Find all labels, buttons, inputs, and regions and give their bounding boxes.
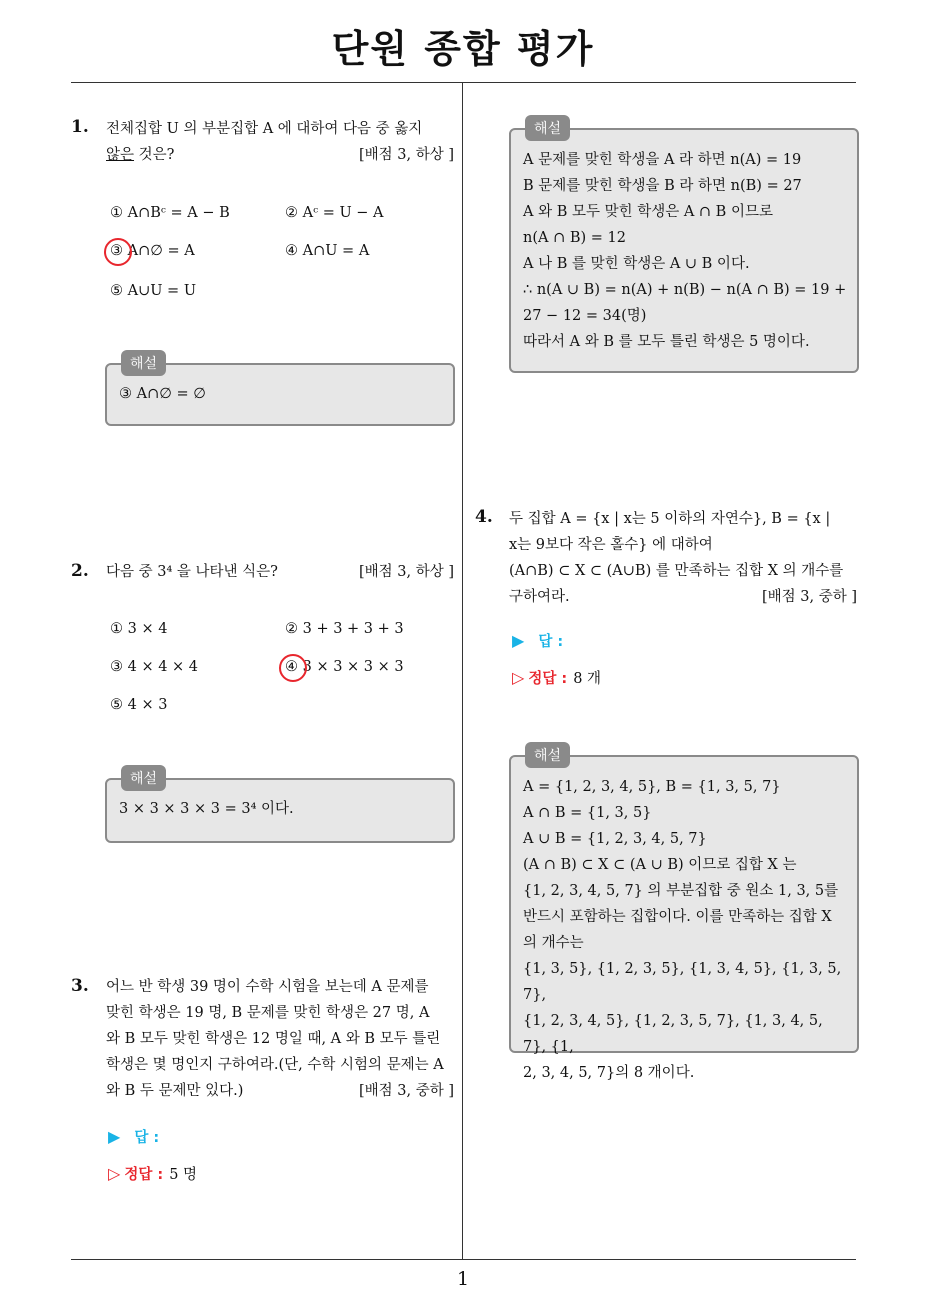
page-title: 단원 종합 평가	[331, 27, 595, 71]
q4-solution-line: A ∩ B = {1, 3, 5}	[523, 805, 652, 821]
q3-solution-line: 따라서 A 와 B 를 모두 틀린 학생은 5 명이다.	[523, 334, 810, 350]
q3-solution-box	[509, 121, 859, 373]
q4-solution-line: 2, 3, 4, 5, 7}의 8 개이다.	[523, 1065, 695, 1081]
triangle-outline-icon: ▷	[108, 1164, 121, 1183]
column-divider	[462, 83, 463, 1260]
question-4-line-last	[509, 584, 857, 610]
question-3-text	[106, 974, 454, 1104]
q3-solution-label: 해설	[525, 115, 570, 141]
q1-option-3[interactable]: ③ A∩∅ = A	[110, 243, 195, 259]
q3-solution-line: 27 − 12 = 34(명)	[523, 308, 647, 324]
q4-correct-value: 8 개	[573, 671, 602, 687]
q4-solution-line: 의 개수는	[523, 935, 584, 951]
q2-option-3[interactable]: ③ 4 × 4 × 4	[110, 659, 199, 675]
question-4-line: (A∩B) ⊂ X ⊂ (A∪B) 를 만족하는 집합 X 의 개수를	[509, 563, 844, 579]
question-3-line: 어느 반 학생 39 명이 수학 시험을 보는데 A 문제를	[106, 979, 429, 995]
question-4-line: 두 집합 A = {x | x는 5 이하의 자연수}, B = {x |	[509, 511, 831, 527]
question-1-score: [배점 3, 하상 ]	[358, 147, 454, 163]
page-number: 1	[456, 1268, 470, 1290]
question-4-score: [배점 3, 중하 ]	[761, 589, 857, 605]
question-1-line1: 전체집합 U 의 부분집합 A 에 대하여 다음 중 옳지	[106, 121, 423, 137]
q2-solution-label: 해설	[121, 765, 166, 791]
question-3-line: 맞힌 학생은 19 명, B 문제를 맞힌 학생은 27 명, A	[106, 1005, 430, 1021]
q3-answer-row[interactable]	[108, 1126, 159, 1147]
q3-correct-value: 5 명	[169, 1167, 198, 1183]
bottom-rule	[71, 1259, 856, 1260]
question-3-line-last	[106, 1078, 454, 1104]
question-1-number: 1.	[71, 117, 89, 137]
q4-solution-line: {1, 3, 5}, {1, 2, 3, 5}, {1, 3, 4, 5}, {1, 3, 5, 7},	[523, 961, 842, 1003]
question-2-text	[106, 559, 454, 585]
q2-option-5[interactable]: ⑤ 4 × 3	[110, 697, 168, 713]
triangle-outline-icon: ▷	[512, 668, 525, 687]
play-icon: ▶	[512, 631, 525, 650]
q3-answer-label: 답 :	[134, 1130, 160, 1146]
question-3-number: 3.	[71, 976, 89, 996]
q1-solution-label: 해설	[121, 350, 166, 376]
q3-solution-text	[523, 147, 847, 355]
q3-solution-line: B 문제를 맞힌 학생을 B 라 하면 n(B) = 27	[523, 178, 802, 194]
q4-solution-line: A = {1, 2, 3, 4, 5}, B = {1, 3, 5, 7}	[523, 779, 781, 795]
q2-solution-text: 3 × 3 × 3 × 3 = 3⁴ 이다.	[119, 801, 294, 817]
question-4-text	[509, 506, 857, 610]
q1-selected-circle	[104, 238, 132, 266]
q2-selected-circle	[279, 654, 307, 682]
q4-solution-line: {1, 2, 3, 4, 5}, {1, 2, 3, 5, 7}, {1, 3, 4, 5, 7}, {1,	[523, 1013, 823, 1055]
top-rule	[71, 82, 856, 83]
q2-option-2[interactable]: ② 3 + 3 + 3 + 3	[285, 621, 404, 637]
q3-solution-line: A 와 B 모두 맞힌 학생은 A ∩ B 이므로	[523, 204, 773, 220]
q2-solution-box	[105, 771, 455, 843]
q2-option-4[interactable]: ④ 3 × 3 × 3 × 3	[285, 659, 404, 675]
question-1-line2-rest: 것은?	[134, 147, 175, 163]
q4-answer-row[interactable]	[512, 630, 563, 651]
question-2-body: 다음 중 3⁴ 을 나타낸 식은?	[106, 564, 278, 580]
q3-correct-label: 정답 :	[124, 1167, 164, 1183]
q4-solution-line: A ∪ B = {1, 2, 3, 4, 5, 7}	[523, 831, 707, 847]
q4-solution-text	[523, 774, 849, 1086]
q1-option-4[interactable]: ④ A∩U = A	[285, 243, 370, 259]
q4-solution-label: 해설	[525, 742, 570, 768]
question-2-number: 2.	[71, 561, 89, 581]
q1-option-5[interactable]: ⑤ A∪U = U	[110, 283, 197, 299]
play-icon: ▶	[108, 1127, 121, 1146]
q4-solution-line: {1, 2, 3, 4, 5, 7} 의 부분집합 중 원소 1, 3, 5를	[523, 883, 839, 899]
question-3-line: 와 B 두 문제만 있다.)	[106, 1083, 244, 1099]
q1-option-1[interactable]: ① A∩Bᶜ = A − B	[110, 205, 230, 221]
q4-correct-label: 정답 :	[528, 671, 568, 687]
question-2-score: [배점 3, 하상 ]	[358, 564, 454, 580]
q3-correct-row	[108, 1163, 197, 1184]
q3-solution-line: A 문제를 맞힌 학생을 A 라 하면 n(A) = 19	[523, 152, 802, 168]
question-1-line2	[106, 142, 454, 168]
question-1-underlined: 않은	[106, 147, 135, 163]
q4-correct-row	[512, 667, 601, 688]
question-4-number: 4.	[475, 507, 493, 527]
question-4-line: x는 9보다 작은 홀수} 에 대하여	[509, 537, 713, 553]
q2-option-1[interactable]: ① 3 × 4	[110, 621, 168, 637]
q1-solution-text: ③ A∩∅ = ∅	[119, 386, 206, 402]
question-4-line: 구하여라.	[509, 589, 570, 605]
question-3-line: 와 B 모두 맞힌 학생은 12 명일 때, A 와 B 모두 틀린	[106, 1031, 441, 1047]
q3-solution-line: n(A ∩ B) = 12	[523, 230, 626, 246]
q1-option-2[interactable]: ② Aᶜ = U − A	[285, 205, 384, 221]
q4-solution-box	[509, 748, 859, 1081]
q4-solution-line: (A ∩ B) ⊂ X ⊂ (A ∪ B) 이므로 집합 X 는	[523, 857, 797, 873]
q1-solution-box	[105, 356, 455, 426]
question-1-text	[106, 116, 454, 168]
q3-solution-line: ∴ n(A ∪ B) = n(A) + n(B) − n(A ∩ B) = 19 +	[523, 282, 847, 298]
q4-solution-line: 반드시 포함하는 집합이다. 이를 만족하는 집합 X	[523, 909, 832, 925]
question-3-score: [배점 3, 중하 ]	[358, 1083, 454, 1099]
q4-answer-label: 답 :	[538, 634, 564, 650]
q3-solution-line: A 나 B 를 맞힌 학생은 A ∪ B 이다.	[523, 256, 750, 272]
question-3-line: 학생은 몇 명인지 구하여라.(단, 수학 시험의 문제는 A	[106, 1057, 444, 1073]
